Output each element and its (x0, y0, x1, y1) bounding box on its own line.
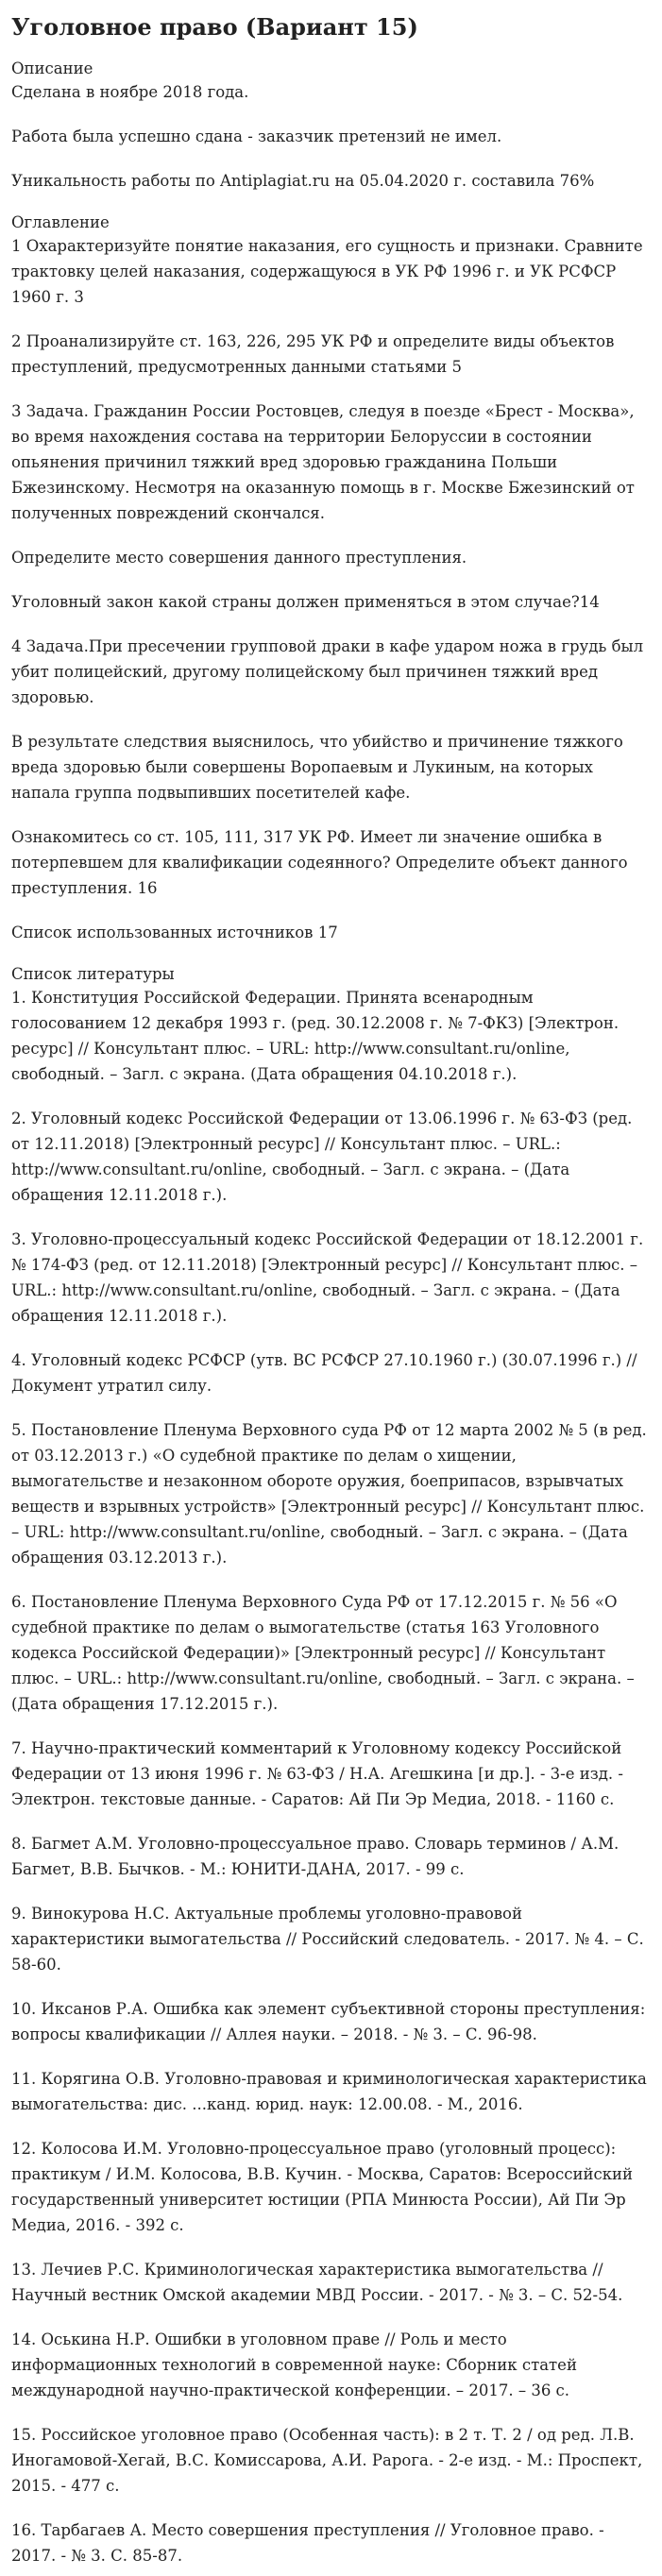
reference-item: 14. Оськина Н.Р. Ошибки в уголовном праве // Роль и место информационных технологий в современной науке: Сборник статей международной научно-практической конференции. – 2017. – 36 с. (11, 2330, 577, 2399)
description-heading: Описание (11, 59, 93, 77)
toc-item: 2 Проанализируйте ст. 163, 226, 295 УК РФ и определите виды объектов преступлений, предусмотренных данными статьями 5 (11, 332, 615, 376)
reference-item: 13. Лечиев Р.С. Криминологическая характеристика вымогательства // Научный вестник Омской академии МВД России. - 2017. - № 3. – С. 52-54. (11, 2261, 623, 2304)
toc-item: Уголовный закон какой страны должен применяться в этом случае?14 (11, 593, 600, 611)
toc-item: В результате следствия выяснилось, что убийство и причинение тяжкого вреда здоровью были совершены Воропаевым и Лукиным, на которых напала группа подвыпивших посетителей кафе. (11, 733, 623, 802)
description-line: Сделана в ноябре 2018 года. (11, 83, 249, 101)
toc-heading: Оглавление (11, 213, 110, 231)
toc-item: 3 Задача. Гражданин России Ростовцев, следуя в поезде «Брест - Москва», во время нахождения состава на территории Белоруссии в состоянии опьянения причинил тяжкий вред здоровью гражданина Польши Бжезинскому. Несмотря на оказанную помощь в г. Москве Бжезинский от полученных повреждений скончался. (11, 402, 635, 522)
reference-item: 5. Постановление Пленума Верховного суда РФ от 12 марта 2002 № 5 (в ред. от 03.12.2013 г.) «О судебной практике по делам о хищении, вымогательстве и незаконном обороте оружия, боеприпасов, взрывчатых веществ и взрывных устройств» [Электронный ресурс] // Консультант плюс. – URL: http://www.consultant.ru/online, свободный. – Загл. с экрана. – (Дата обращения 03.12.2013 г.). (11, 1421, 647, 1567)
reference-item: 16. Тарбагаев А. Место совершения преступления // Уголовное право. - 2017. - № 3. С. 85-87. (11, 2521, 604, 2565)
reference-item: 2. Уголовный кодекс Российской Федерации от 13.06.1996 г. № 63-ФЗ (ред. от 12.11.2018) [Электронный ресурс] // Консультант плюс. – URL.: http://www.consultant.ru/online, свободный. – Загл. с экрана. – (Дата обращения 12.11.2018 г.). (11, 1110, 633, 1204)
reference-item: 6. Постановление Пленума Верховного Суда РФ от 17.12.2015 г. № 56 «О судебной практике по делам о вымогательстве (статья 163 Уголовного кодекса Российской Федерации)» [Электронный ресурс] // Консультант плюс. – URL.: http://www.consultant.ru/online, свободный. – Загл. с экрана. – (Дата обращения 17.12.2015 г.). (11, 1593, 635, 1713)
toc-item: 1 Охарактеризуйте понятие наказания, его сущность и признаки. Сравните трактовку целей наказания, содержащуюся в УК РФ 1996 г. и УК РСФСР 1960 г. 3 (11, 237, 643, 306)
description-line: Работа была успешно сдана - заказчик претензий не имел. (11, 127, 502, 145)
reference-item: 9. Винокурова Н.С. Актуальные проблемы уголовно-правовой характеристики вымогательства // Российский следователь. - 2017. № 4. – С. 58-60. (11, 1905, 644, 1974)
reference-item: 8. Багмет А.М. Уголовно-процессуальное право. Словарь терминов / А.М. Багмет, В.В. Бычков. - М.: ЮНИТИ-ДАНА, 2017. - 99 c. (11, 1835, 620, 1878)
reference-item: 15. Российское уголовное право (Особенная часть): в 2 т. Т. 2 / од ред. Л.В. Иногамовой-Хегай, В.С. Комиссарова, А.И. Рарога. - 2-е изд. - М.: Проспект, 2015. - 477 с. (11, 2426, 643, 2495)
reference-item: 4. Уголовный кодекс РСФСР (утв. ВС РСФСР 27.10.1960 г.) (30.07.1996 г.) // Документ утратил силу. (11, 1351, 637, 1395)
reference-item: 7. Научно-практический комментарий к Уголовному кодексу Российской Федерации от 13 июня 1996 г. № 63-ФЗ / Н.А. Агешкина [и др.]. - 3-е изд. - Электрон. текстовые данные. - Саратов: Ай Пи Эр Медиа, 2018. - 1160 c. (11, 1739, 623, 1808)
toc-item: Ознакомитесь со ст. 105, 111, 317 УК РФ. Имеет ли значение ошибка в потерпевшем для квалификации содеянного? Определите объект данного преступления. 16 (11, 828, 628, 897)
reference-item: 1. Конституция Российской Федерации. Принята всенародным голосованием 12 декабря 1993 г. (ред. 30.12.2008 г. № 7-ФКЗ) [Электрон. ресурс] // Консультант плюс. – URL: http://www.consultant.ru/online, свободный. – Загл. с экрана. (Дата обращения 04.10.2018 г.). (11, 989, 620, 1083)
toc-item: 4 Задача.При пресечении групповой драки в кафе ударом ножа в грудь был убит полицейский, другому полицейскому был причинен тяжкий вред здоровью. (11, 637, 644, 706)
reference-item: 10. Иксанов Р.А. Ошибка как элемент субъективной стороны преступления: вопросы квалификации // Аллея науки. – 2018. - № 3. – С. 96-98. (11, 2000, 646, 2043)
toc-item: Определите место совершения данного преступления. (11, 549, 467, 567)
reference-item: 3. Уголовно-процессуальный кодекс Российской Федерации от 18.12.2001 г. № 174-ФЗ (ред. от 12.11.2018) [Электронный ресурс] // Консультант плюс. – URL.: http://www.consultant.ru/online, свободный. – Загл. с экрана. – (Дата обращения 12.11.2018 г.). (11, 1230, 644, 1325)
reference-item: 11. Корягина О.В. Уголовно-правовая и криминологическая характеристика вымогательства: дис. ...канд. юрид. наук: 12.00.08. - М., 2016. (11, 2070, 647, 2113)
page-title: Уголовное право (Вариант 15) (11, 13, 418, 41)
references-heading: Список литературы (11, 965, 175, 983)
toc-item: Список использованных источников 17 (11, 924, 338, 941)
description-line: Уникальность работы по Antiplagiat.ru на 05.04.2020 г. составила 76% (11, 172, 595, 190)
reference-item: 12. Колосова И.М. Уголовно-процессуальное право (уголовный процесс): практикум / И.М. Колосова, В.В. Кучин. - Москва, Саратов: Всероссийский государственный университет юстиции (РПА Минюста России), Ай Пи Эр Медиа, 2016. - 392 c. (11, 2140, 634, 2234)
